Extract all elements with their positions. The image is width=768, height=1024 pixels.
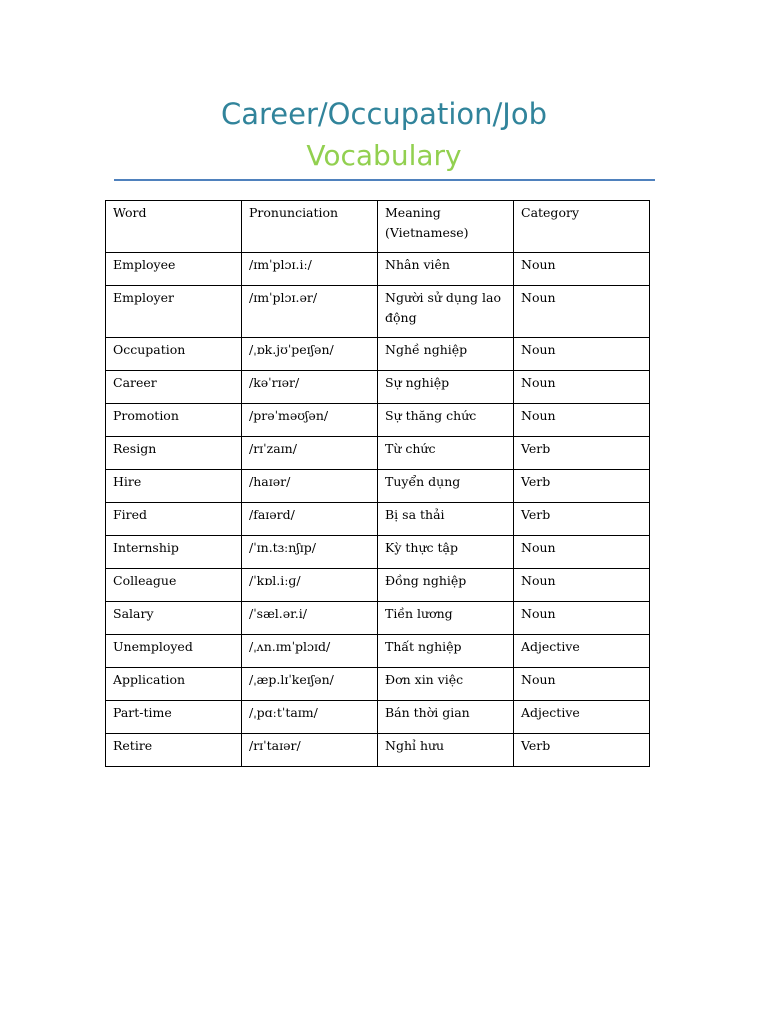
cell-word: Hire	[106, 470, 242, 503]
cell-pronunciation: /kəˈrɪər/	[242, 371, 378, 404]
table-row	[106, 371, 650, 404]
cell-word: Resign	[106, 437, 242, 470]
cell-category: Noun	[514, 338, 650, 371]
cell-pronunciation: /prəˈməʊʃən/	[242, 404, 378, 437]
cell-meaning: Tiền lương	[378, 602, 514, 635]
title-divider	[114, 179, 655, 181]
cell-word: Fired	[106, 503, 242, 536]
cell-word: Employee	[106, 253, 242, 286]
table-row	[106, 701, 650, 734]
table-row	[106, 734, 650, 767]
cell-meaning: Thất nghiệp	[378, 635, 514, 668]
cell-category: Noun	[514, 371, 650, 404]
cell-category: Noun	[514, 253, 650, 286]
cell-word: Application	[106, 668, 242, 701]
cell-word: Retire	[106, 734, 242, 767]
cell-pronunciation: /rɪˈzaɪn/	[242, 437, 378, 470]
header-pronunciation: Pronunciation	[242, 201, 378, 253]
cell-word: Internship	[106, 536, 242, 569]
cell-meaning: Nghề nghiệp	[378, 338, 514, 371]
cell-pronunciation: /ˈkɒl.iːɡ/	[242, 569, 378, 602]
table-row	[106, 569, 650, 602]
cell-category: Verb	[514, 734, 650, 767]
cell-meaning: Từ chức	[378, 437, 514, 470]
cell-meaning: Sự nghiệp	[378, 371, 514, 404]
cell-word: Employer	[106, 286, 242, 338]
vocabulary-table-body	[106, 201, 650, 767]
header-category: Category	[514, 201, 650, 253]
cell-word: Promotion	[106, 404, 242, 437]
cell-meaning: Tuyển dụng	[378, 470, 514, 503]
cell-word: Salary	[106, 602, 242, 635]
page-subtitle: Vocabulary	[306, 139, 462, 172]
cell-meaning: Bị sa thải	[378, 503, 514, 536]
cell-category: Noun	[514, 404, 650, 437]
table-row	[106, 602, 650, 635]
cell-meaning: Sự thăng chức	[378, 404, 514, 437]
table-row	[106, 668, 650, 701]
cell-word: Colleague	[106, 569, 242, 602]
vocabulary-table	[105, 200, 650, 767]
cell-meaning: Nhân viên	[378, 253, 514, 286]
cell-category: Noun	[514, 569, 650, 602]
cell-category: Verb	[514, 437, 650, 470]
table-row	[106, 470, 650, 503]
cell-category: Noun	[514, 286, 650, 338]
cell-meaning: Đồng nghiệp	[378, 569, 514, 602]
table-row	[106, 338, 650, 371]
cell-category: Noun	[514, 668, 650, 701]
cell-meaning: Người sử dụng lao động	[378, 286, 514, 338]
cell-pronunciation: /rɪˈtaɪər/	[242, 734, 378, 767]
cell-pronunciation: /ˌɒk.jʊˈpeɪʃən/	[242, 338, 378, 371]
cell-meaning: Bán thời gian	[378, 701, 514, 734]
cell-word: Unemployed	[106, 635, 242, 668]
cell-meaning: Kỳ thực tập	[378, 536, 514, 569]
cell-word: Career	[106, 371, 242, 404]
cell-pronunciation: /ˌpɑːtˈtaɪm/	[242, 701, 378, 734]
table-row	[106, 635, 650, 668]
header-meaning: Meaning (Vietnamese)	[378, 201, 514, 253]
page-title: Career/Occupation/Job	[221, 97, 547, 131]
cell-pronunciation: /ˌæp.lɪˈkeɪʃən/	[242, 668, 378, 701]
cell-category: Noun	[514, 602, 650, 635]
cell-pronunciation: /faɪərd/	[242, 503, 378, 536]
cell-category: Noun	[514, 536, 650, 569]
cell-word: Part-time	[106, 701, 242, 734]
cell-category: Verb	[514, 470, 650, 503]
header-word: Word	[106, 201, 242, 253]
cell-meaning: Đơn xin việc	[378, 668, 514, 701]
cell-category: Verb	[514, 503, 650, 536]
cell-pronunciation: /ɪmˈplɔɪ.iː/	[242, 253, 378, 286]
cell-category: Adjective	[514, 701, 650, 734]
cell-pronunciation: /ɪmˈplɔɪ.ər/	[242, 286, 378, 338]
table-row	[106, 404, 650, 437]
table-row	[106, 536, 650, 569]
cell-pronunciation: /haɪər/	[242, 470, 378, 503]
table-row	[106, 253, 650, 286]
cell-pronunciation: /ˈɪn.tɜːnʃɪp/	[242, 536, 378, 569]
table-header-row	[106, 201, 650, 253]
cell-pronunciation: /ˌʌn.ɪmˈplɔɪd/	[242, 635, 378, 668]
table-row	[106, 286, 650, 338]
cell-meaning: Nghỉ hưu	[378, 734, 514, 767]
cell-word: Occupation	[106, 338, 242, 371]
table-row	[106, 503, 650, 536]
table-row	[106, 437, 650, 470]
cell-pronunciation: /ˈsæl.ər.i/	[242, 602, 378, 635]
cell-category: Adjective	[514, 635, 650, 668]
